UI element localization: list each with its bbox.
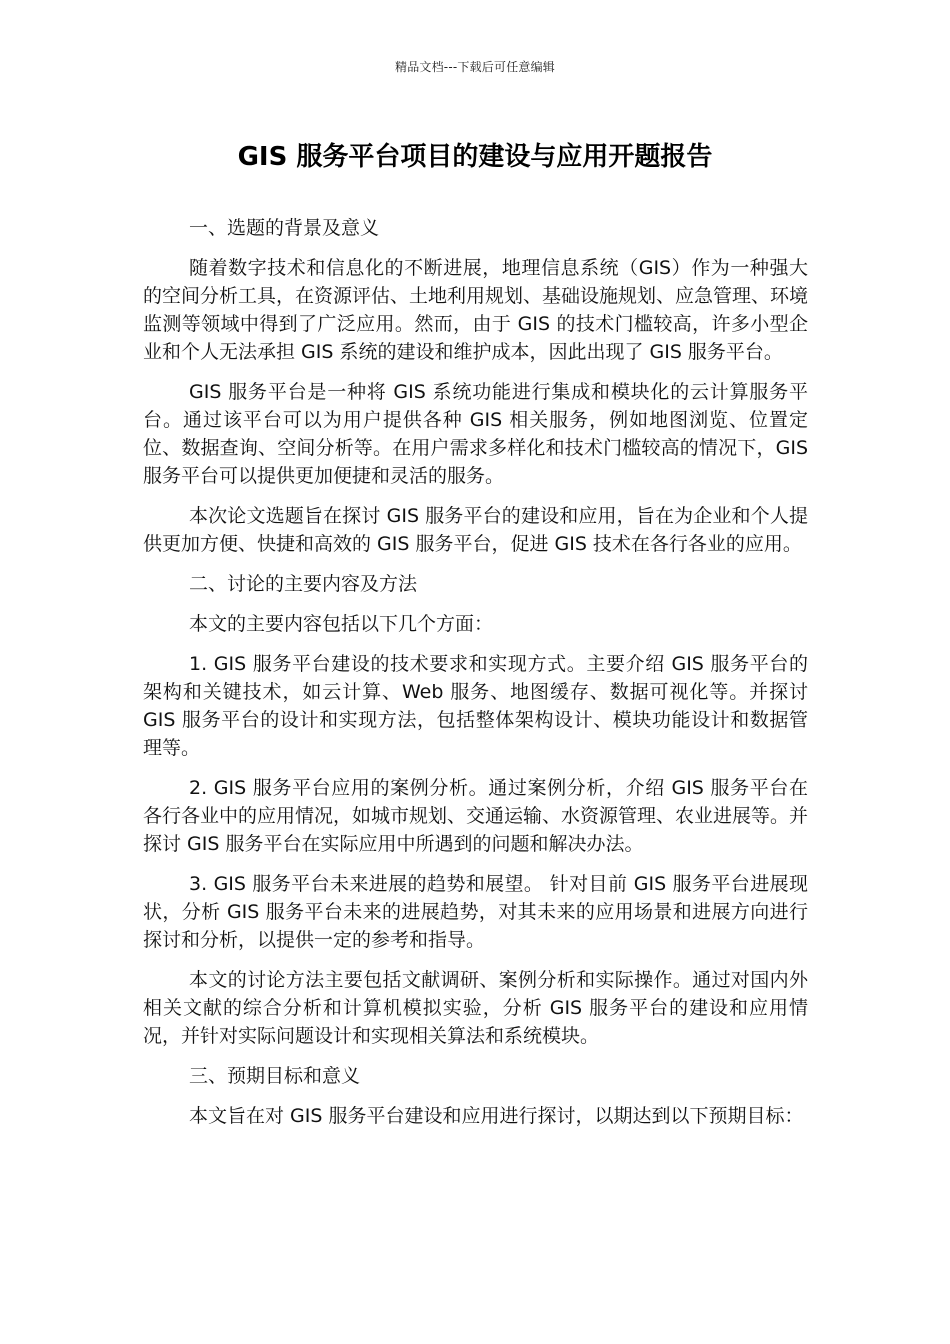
section-heading-goals: 三、预期目标和意义 bbox=[189, 1065, 361, 1087]
header-note: 精品文档---下载后可任意编辑 bbox=[395, 60, 555, 74]
document-title: GIS 服务平台项目的建设与应用开题报告 bbox=[237, 142, 713, 172]
paragraph: 本文的讨论方法主要包括文献调研、案例分析和实际操作。通过对国内外相关文献的综合分析和计算机模拟实验，分析 GIS 服务平台的建设和应用情况，并针对实际问题设计和实现相关算法和系统模块。 bbox=[143, 969, 808, 1047]
document-body bbox=[143, 214, 808, 1142]
list-item-1: 1. GIS 服务平台建设的技术要求和实现方式。主要介绍 GIS 服务平台的架构和关键技术，如云计算、Web 服务、地图缓存、数据可视化等。并探讨 GIS 服务平台的设计和实现方法，包括整体架构设计、模块功能设计和数据管理等。 bbox=[143, 653, 808, 759]
section-heading-background: 一、选题的背景及意义 bbox=[189, 217, 380, 239]
paragraph: 本文的主要内容包括以下几个方面： bbox=[189, 613, 494, 635]
paragraph: GIS 服务平台是一种将 GIS 系统功能进行集成和模块化的云计算服务平台。通过该平台可以为用户提供各种 GIS 相关服务，例如地图浏览、位置定位、数据查询、空间分析等。在用户需求多样化和技术门槛较高的情况下，GIS 服务平台可以提供更加便捷和灵活的服务。 bbox=[143, 381, 808, 487]
list-item-3: 3. GIS 服务平台未来进展的趋势和展望。 针对目前 GIS 服务平台进展现状，分析 GIS 服务平台未来的进展趋势，对其未来的应用场景和进展方向进行探讨和分析，以提供一定的参考和指导。 bbox=[143, 873, 808, 951]
paragraph: 本次论文选题旨在探讨 GIS 服务平台的建设和应用，旨在为企业和个人提供更加方便、快捷和高效的 GIS 服务平台，促进 GIS 技术在各行各业的应用。 bbox=[143, 505, 808, 555]
section-heading-content-methods: 二、讨论的主要内容及方法 bbox=[189, 573, 418, 595]
list-item-2: 2. GIS 服务平台应用的案例分析。通过案例分析，介绍 GIS 服务平台在各行各业中的应用情况，如城市规划、交通运输、水资源管理、农业进展等。并探讨 GIS 服务平台在实际应用中所遇到的问题和解决办法。 bbox=[143, 777, 809, 855]
paragraph: 本文旨在对 GIS 服务平台建设和应用进行探讨，以期达到以下预期目标： bbox=[189, 1105, 804, 1127]
paragraph: 随着数字技术和信息化的不断进展，地理信息系统（GIS）作为一种强大的空间分析工具，在资源评估、土地利用规划、基础设施规划、应急管理、环境监测等领域中得到了广泛应用。然而，由于 GIS 的技术门槛较高，许多小型企业和个人无法承担 GIS 系统的建设和维护成本，因此出现了 GIS 服务平台。 bbox=[143, 257, 809, 363]
